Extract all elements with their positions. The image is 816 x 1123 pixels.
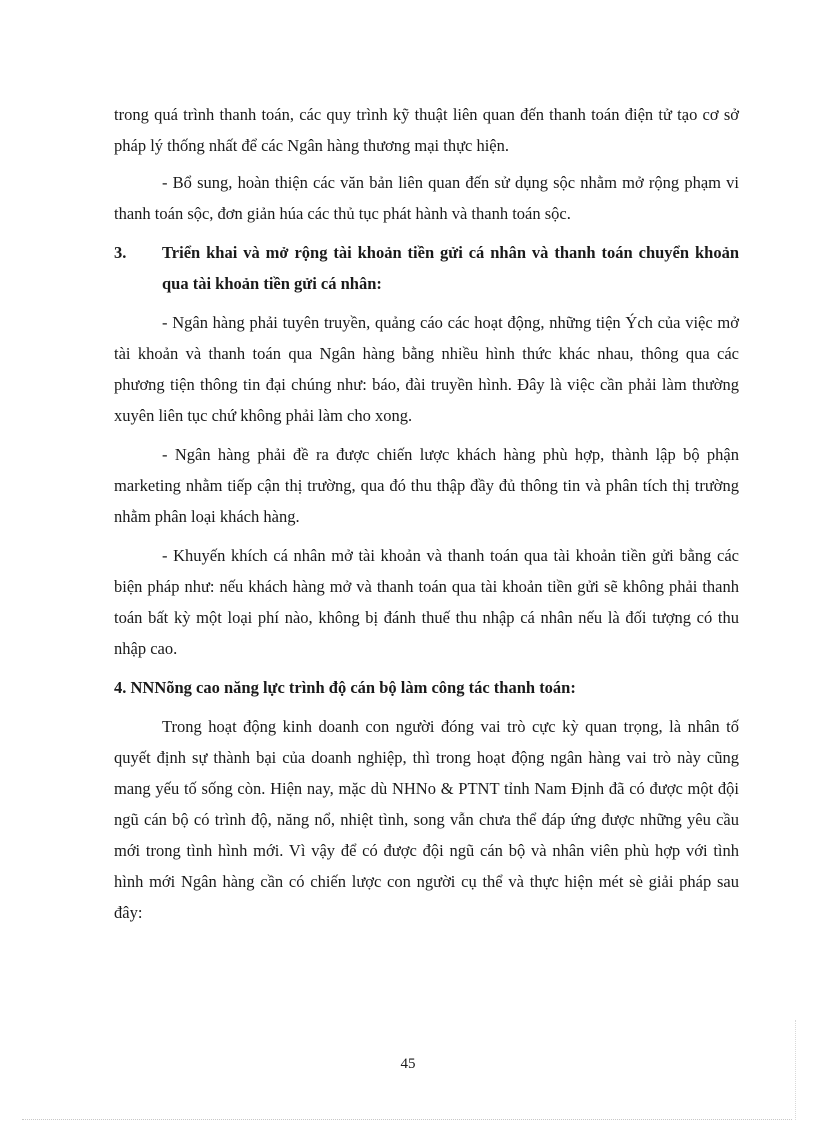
section-heading-4: 4. NNNõng cao năng lực trình độ cán bộ làm công tác thanh toán: bbox=[114, 678, 576, 697]
paragraph-promotion: - Ngân hàng phải tuyên truyền, quảng cáo các hoạt động, những tiện Ých của việc mở tài khoản và thanh toán qua Ngân hàng bằng nhiều hình thức khác nhau, thông qua các phương tiện thông tin đại chúng như: báo, đài truyền hình. Đây là việc cần phải làm thường xuyên liên tục chứ không phải làm cho xong. bbox=[114, 313, 739, 425]
page-right-border bbox=[795, 1020, 796, 1120]
paragraph-strategy: - Ngân hàng phải đề ra được chiến lược khách hàng phù hợp, thành lập bộ phận marketing nhằm tiếp cận thị trường, qua đó thu thập đầy đủ thông tin và phân tích thị trường nhằm phân loại khách hàng. bbox=[114, 445, 739, 526]
paragraph-supplement-cheque: - Bổ sung, hoàn thiện các văn bản liên quan đến sử dụng sộc nhằm mở rộng phạm vi thanh toán sộc, đơn giản húa các thủ tục phát hành và thanh toán sộc. bbox=[114, 173, 739, 223]
paragraph-continuation: trong quá trình thanh toán, các quy trình kỹ thuật liên quan đến thanh toán điện tử tạo cơ sở pháp lý thống nhất để các Ngân hàng thương mại thực hiện. bbox=[114, 105, 739, 155]
paragraph-incentives: - Khuyến khích cá nhân mở tài khoản và thanh toán qua tài khoản tiền gửi bằng các biện pháp như: nếu khách hàng mở và thanh toán qua tài khoản tiền gửi sẽ không phải thanh toán bất kỳ một loại phí nào, không bị đánh thuế thu nhập cá nhân nếu là đối tượng có thu nhập cao. bbox=[114, 546, 739, 658]
section-title: Triển khai và mở rộng tài khoản tiền gửi cá nhân và thanh toán chuyển khoản qua tài khoản tiền gửi cá nhân: bbox=[162, 243, 739, 293]
page-number: 45 bbox=[400, 1056, 416, 1072]
section-number: 3. bbox=[114, 243, 127, 262]
paragraph-human-resources: Trong hoạt động kinh doanh con người đóng vai trò cực kỳ quan trọng, là nhân tố quyết định sự thành bại của doanh nghiệp, thì trong hoạt động ngân hàng vai trò này cũng mang yếu tố sống còn. Hiện nay, mặc dù NHNo & PTNT tỉnh Nam Định đã có được một đội ngũ cán bộ có trình độ, năng nổ, nhiệt tình, song vẫn chưa thể đáp ứng được những yêu cầu mới trong tình hình mới. Vì vậy để có được đội ngũ cán bộ và nhân viên phù hợp với tình hình mới Ngân hàng cần có chiến lược con người cụ thể và thực hiện mét sè giải pháp sau đây: bbox=[114, 717, 739, 922]
page-bottom-border bbox=[22, 1119, 792, 1120]
body-text bbox=[114, 99, 739, 928]
section-heading-3 bbox=[114, 237, 739, 299]
